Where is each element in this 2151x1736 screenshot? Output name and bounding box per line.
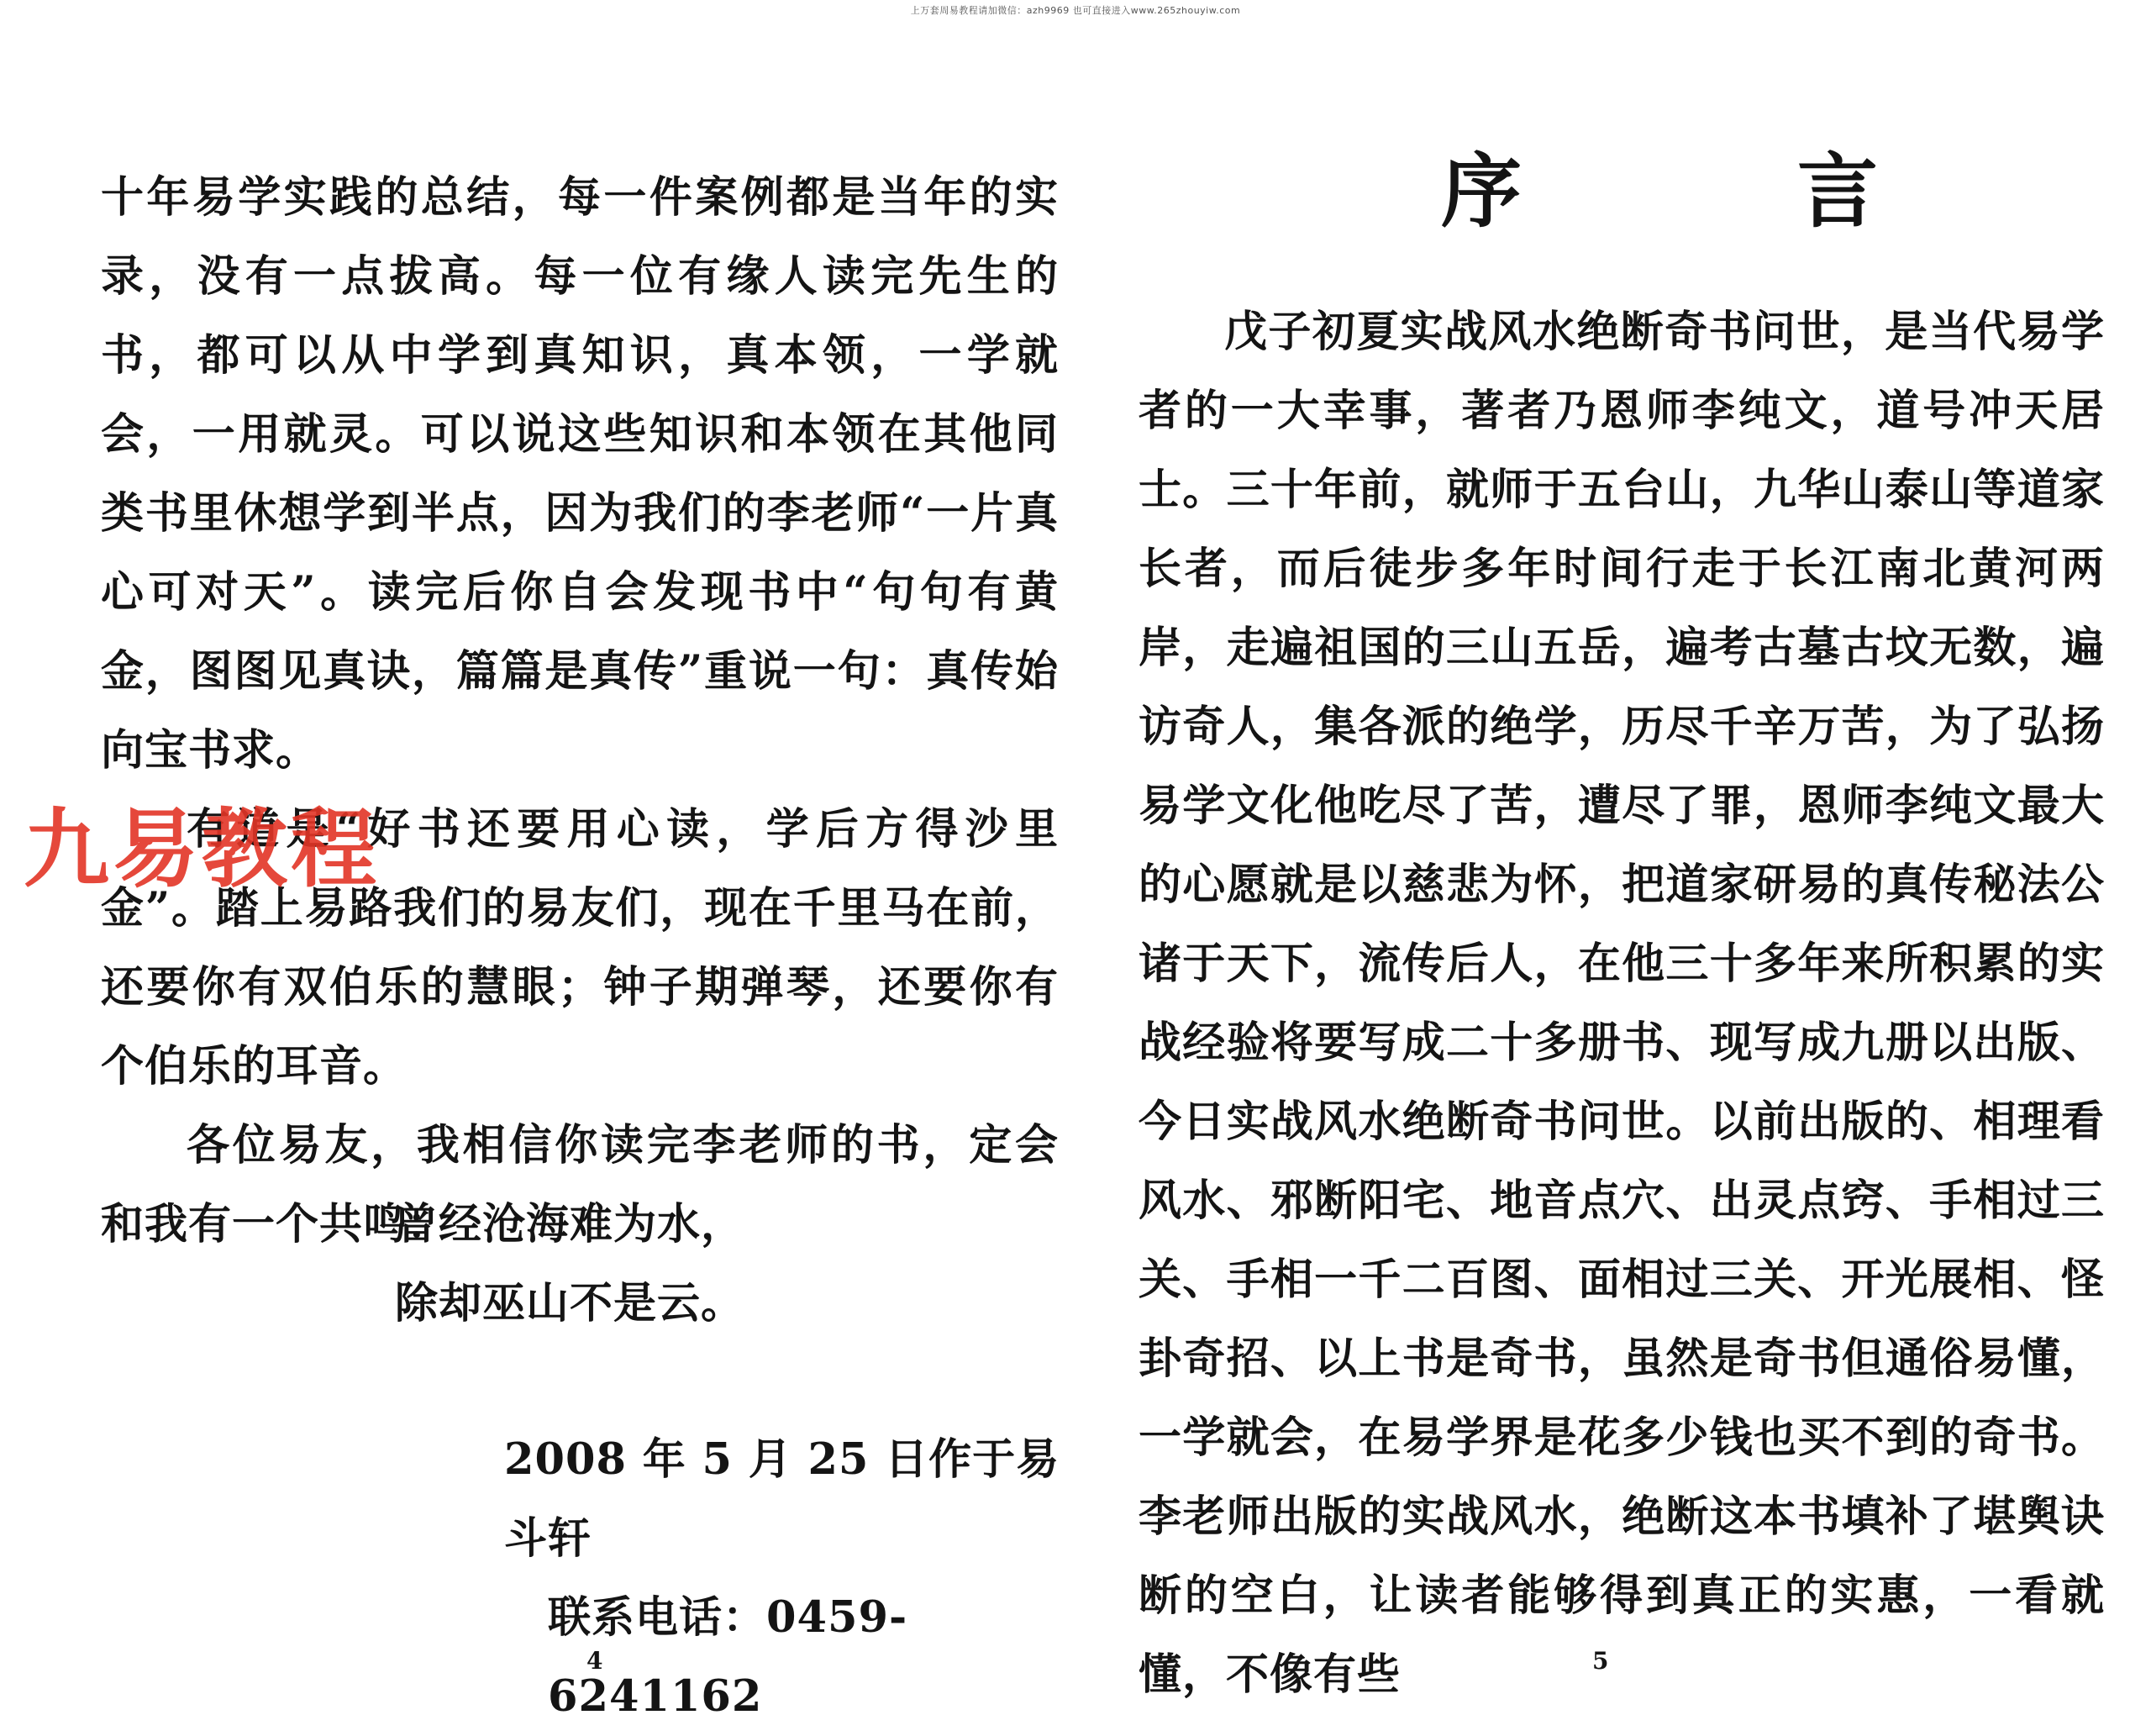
left-paragraph-2: 有道是“好书还要用心读，学后方得沙里金”。踏上易路我们的易友们，现在千里马在前，还要你有双伯乐的慧眼；钟子期弹琴，还要你有个伯乐的耳音。 (101, 804, 1059, 1092)
heading-char-2: 言 (1797, 144, 1878, 239)
left-paragraph-3: 各位易友，我相信你读完李老师的书，定会和我有一个共鸣： (101, 1120, 1059, 1249)
poem (395, 1185, 744, 1343)
page-number-right: 5 (1592, 1647, 1609, 1675)
left-page-body (101, 158, 1059, 1264)
page-number-left: 4 (586, 1647, 603, 1675)
top-banner: 上万套周易教程请加微信：azh9969 也可直接进入www.265zhouyiw.com (910, 5, 1241, 16)
right-page-body (1139, 292, 2105, 1714)
left-paragraph-1: 十年易学实践的总结，每一件案例都是当年的实录，没有一点拔高。每一位有缘人读完先生的书，都可以从中学到真知识，真本领，一学就会，一用就灵。可以说这些知识和本领在其他同类书里休想学到半点，因为我们的李老师“一片真心可对天”。读完后你自会发现书中“句句有黄金，图图见真诀，篇篇是真传”重说一句：真传始向宝书求。 (101, 172, 1059, 776)
poem-line-2: 除却巫山不是云。 (395, 1278, 745, 1328)
preface-heading (1441, 141, 1878, 242)
signature-phone: 联系电话：0459-6241162 (548, 1592, 908, 1722)
signature-block (504, 1420, 1092, 1736)
signature-date: 2008 年 5 月 25 日作于易斗轩 (504, 1434, 1060, 1564)
heading-char-1: 序 (1441, 144, 1522, 239)
poem-line-1: 曾经沧海难为水， (395, 1199, 745, 1249)
watermark-logo: 九易教程 (24, 800, 380, 900)
right-paragraph: 戊子初夏实战风水绝断奇书问世，是当代易学者的一大幸事，著者乃恩师李纯文，道号冲天居士。三十年前，就师于五台山，九华山泰山等道家长者，而后徒步多年时间行走于长江南北黄河两岸，走遍祖国的三山五岳，遍考古墓古坟无数，遍访奇人，集各派的绝学，历尽千辛万苦，为了弘扬易学文化他吃尽了苦，遭尽了罪，恩师李纯文最大的心愿就是以慈悲为怀，把道家研易的真传秘法公诸于天下，流传后人，在他三十多年来所积累的实战经验将要写成二十多册书、现写成九册以出版、今日实战风水绝断奇书问世。以前出版的、相理看风水、邪断阳宅、地音点穴、出灵点窍、手相过三关、手相一千二百图、面相过三关、开光展相、怪卦奇招、以上书是奇书，虽然是奇书但通俗易懂，一学就会，在易学界是花多少钱也买不到的奇书。李老师出版的实战风水，绝断这本书填补了堪舆诀断的空白，让读者能够得到真正的实惠，一看就懂，不像有些 (1139, 307, 2105, 1700)
